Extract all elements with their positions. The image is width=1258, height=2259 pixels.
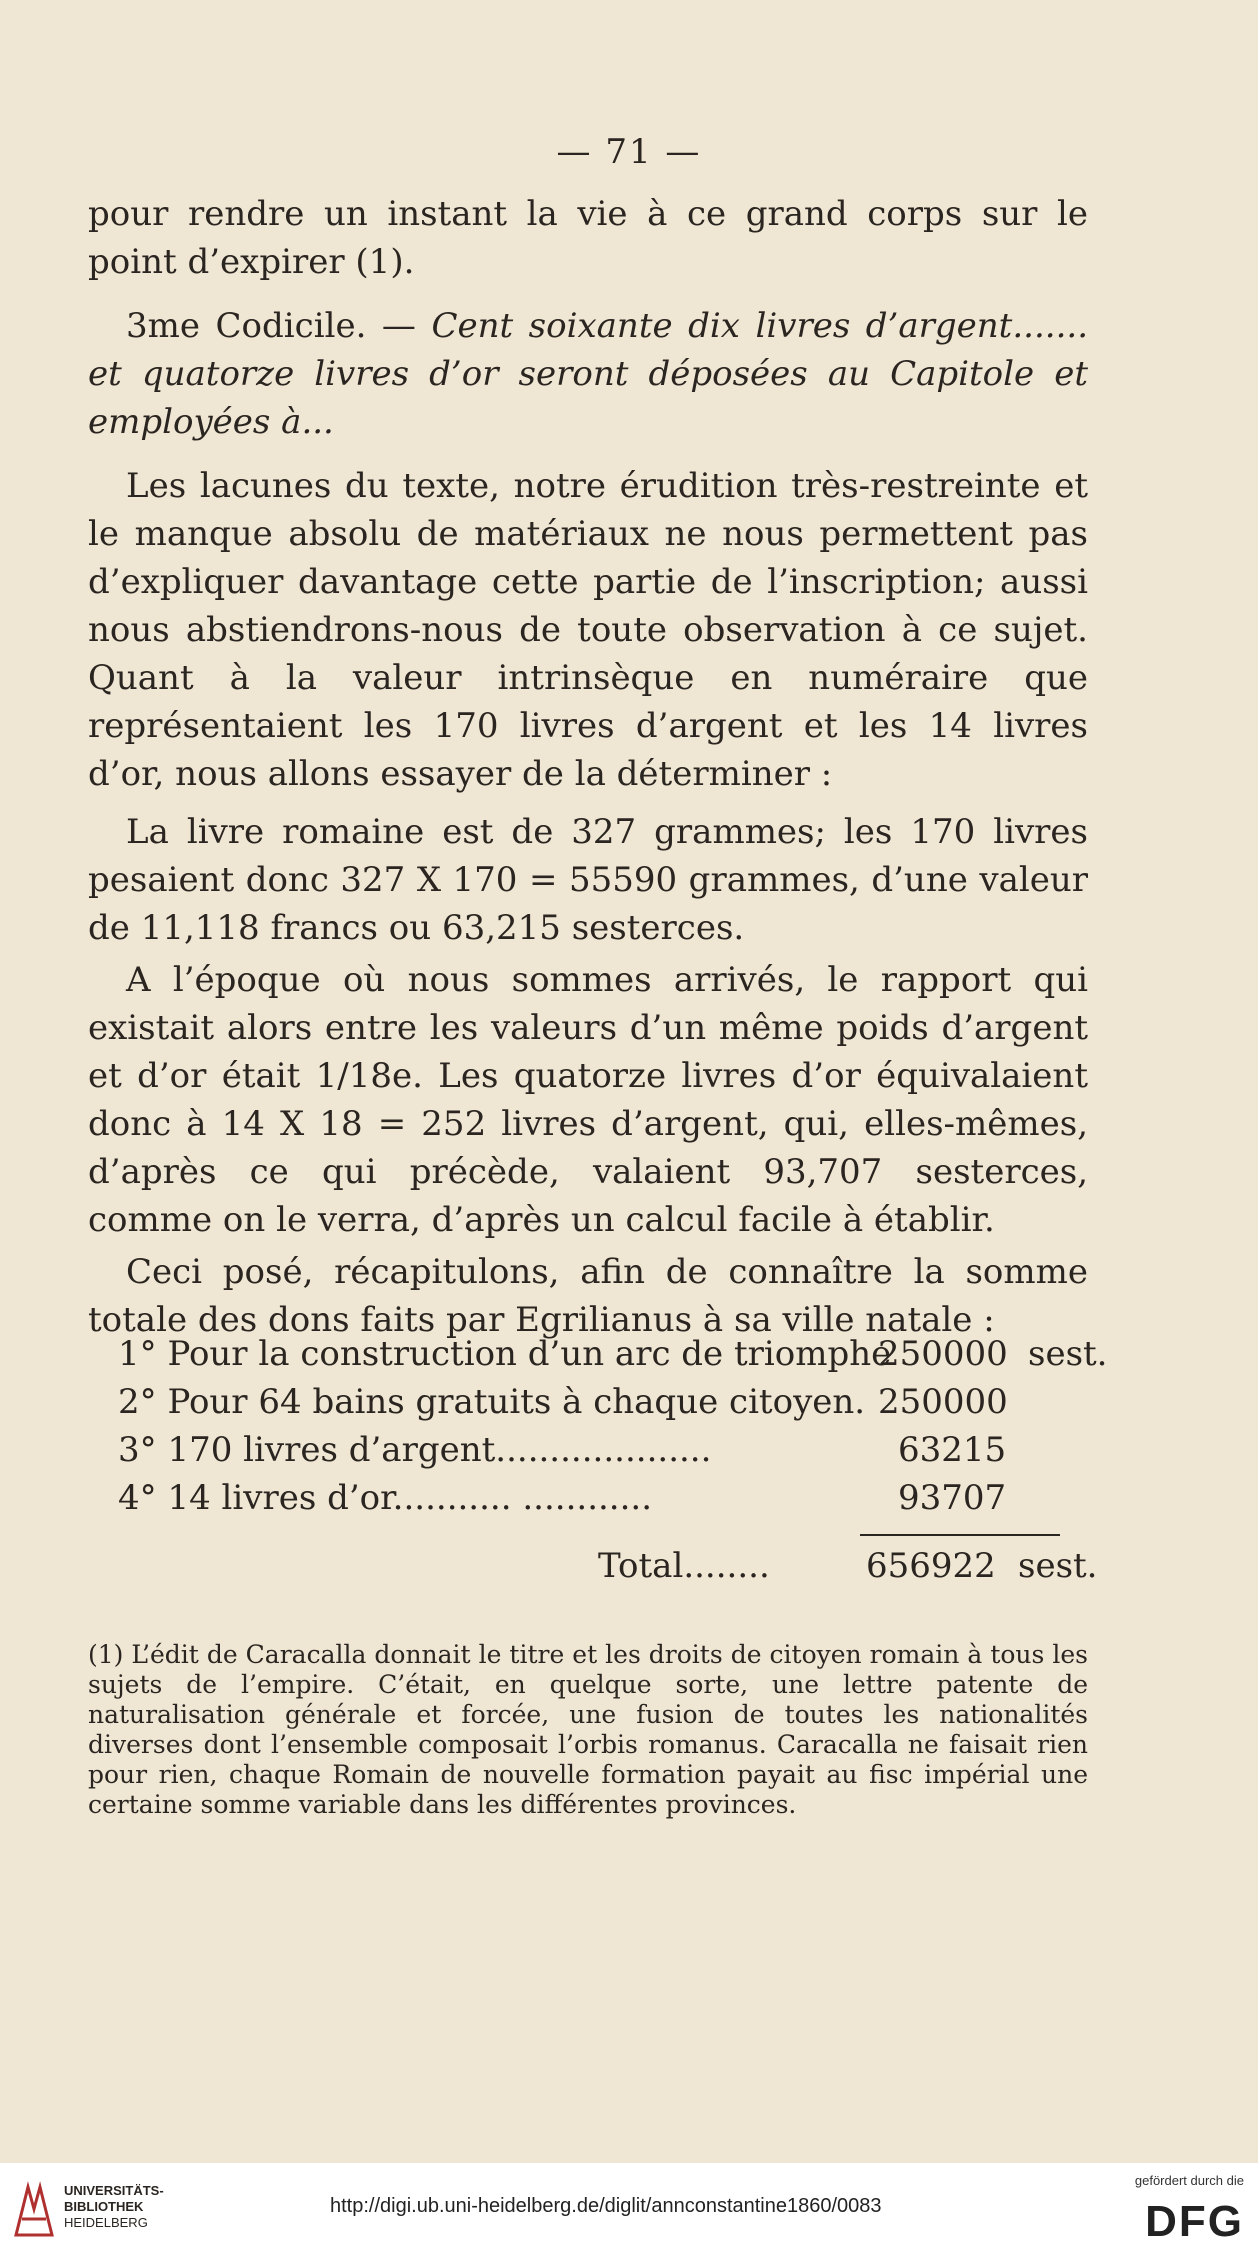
recap-row [118,1378,1068,1426]
paragraph-3: A l’époque où nous sommes arrivés, le rapport qui existait alors entre les valeurs d’un même poids d’argent et d’or était 1/18e. Les quatorze livres d’or équivalaient donc à 14 X 18 = 252 livres d’argent, qui, elles-mêmes, d’après ce qui précède, valaient 93,707 sesterces, comme on le verra, d’après un calcul facile à établir. [88,960,1088,1240]
recap-value: 63215 [898,1430,1007,1470]
total-unit: sest. [1018,1546,1098,1586]
total-row [118,1542,1098,1590]
total-label: Total........ [598,1546,770,1586]
funded-by-label: gefördert durch die [1134,2173,1244,2188]
footnote-text: (1) L’édit de Caracalla donnait le titre et les droits de citoyen romain à tous les sujets de l’empire. C’était, en quelque sorte, une lettre patente de naturalisation générale et forcée, une fusion de toutes les nationalités diverses dont l’ensemble composait l’orbis romanus. Caracalla ne faisait rien pour rien, chaque Romain de nouvelle formation payait au fisc impérial une certaine somme variable dans les différentes provinces. [88,1640,1088,1819]
recap-unit: sest. [1028,1334,1108,1374]
recap-value: 93707 [898,1478,1007,1518]
footnote [88,1640,1088,1820]
library-logo-icon [12,2179,56,2239]
opening-line: pour rendre un instant la vie à ce grand corps sur le point d’expirer (1). [88,194,1088,282]
recap-row [118,1474,1068,1522]
recap-value: 250000 [878,1334,1008,1374]
recap-label: 3° 170 livres d’argent.................... [118,1430,712,1470]
codicil-paragraph [88,302,1088,446]
paragraph-2: La livre romaine est de 327 grammes; les 170 livres pesaient donc 327 X 170 = 55590 grammes, d’une valeur de 11,118 francs ou 63,215 sesterces. [88,812,1088,948]
codicil-label: 3me Codicile. — [126,306,416,346]
footer-bar [0,2163,1258,2259]
recap-label: 2° Pour 64 bains gratuits à chaque citoyen. [118,1382,866,1422]
total-rule [860,1534,1060,1536]
dfg-logo: DFG [1145,2197,1244,2246]
total-value: 656922 [866,1546,996,1586]
text-block [88,190,1088,1344]
recap-label: 1° Pour la construction d’un arc de triomphe [118,1334,892,1374]
paragraph-4: Ceci posé, récapitulons, afin de connaître la somme totale des dons faits par Egrilianus à sa ville natale : [88,1252,1088,1340]
page-number: — 71 — [556,132,702,172]
recap-label: 4° 14 livres d’or........... ............ [118,1478,653,1518]
library-name: UNIVERSITÄTS- BIBLIOTHEK HEIDELBERG [64,2183,164,2230]
recap-value: 250000 [878,1382,1008,1422]
source-url-link[interactable]: http://digi.ub.uni-heidelberg.de/diglit/annconstantine1860/0083 [330,2195,882,2217]
paragraph-1: Les lacunes du texte, notre érudition très-restreinte et le manque absolu de matériaux ne nous permettent pas d’expliquer davantage cette partie de l’inscription; aussi nous abstiendrons-nous de toute observation à ce sujet. Quant à la valeur intrinsèque en numéraire que représentaient les 170 livres d’argent et les 14 livres d’or, nous allons essayer de la déterminer : [88,466,1088,794]
recap-row [118,1426,1068,1474]
recap-row [118,1330,1108,1378]
codicil-text: Cent soixante dix livres d’argent....... et quatorze livres d’or seront déposées au Capitole et employées à... [88,306,1088,442]
